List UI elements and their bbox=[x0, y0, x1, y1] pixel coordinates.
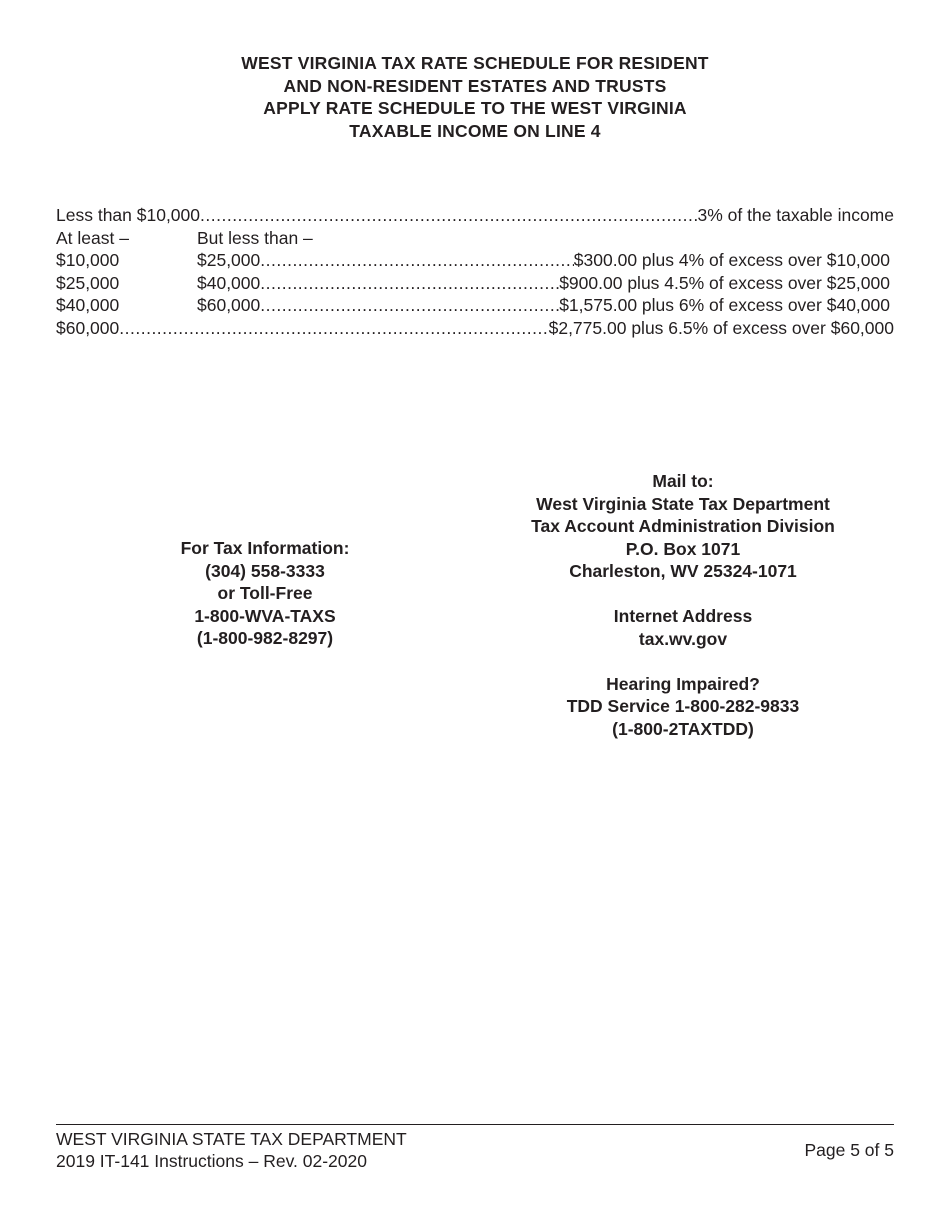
bracket-tax: $300.00 plus 4% of excess over $10,000 bbox=[573, 250, 890, 270]
bracket-but-less-than: $60,000 bbox=[197, 295, 261, 315]
bracket-label: $60,000 bbox=[56, 317, 120, 338]
title-line: WEST VIRGINIA TAX RATE SCHEDULE FOR RESIDENT bbox=[241, 53, 709, 73]
mail-city: Charleston, WV 25324-1071 bbox=[569, 561, 797, 581]
mailing-address-block bbox=[483, 470, 883, 740]
tdd-service: TDD Service 1-800-282-9833 bbox=[566, 696, 800, 716]
tax-rate-schedule bbox=[56, 204, 894, 339]
bracket-but-less-than: $25,000 bbox=[197, 250, 261, 270]
title-line: AND NON-RESIDENT ESTATES AND TRUSTS bbox=[283, 75, 667, 96]
bracket-but-less-than: $40,000 bbox=[197, 272, 261, 293]
bracket-tax: $900.00 plus 4.5% of excess over $25,000 bbox=[559, 272, 890, 293]
mail-division: Tax Account Administration Division bbox=[531, 516, 835, 536]
bracket-at-least: $25,000 bbox=[56, 272, 120, 293]
dot-leader bbox=[260, 249, 574, 272]
tax-info-or: or Toll-Free bbox=[217, 583, 313, 603]
mail-to-heading: Mail to: bbox=[652, 471, 714, 491]
internet-heading: Internet Address bbox=[613, 606, 753, 626]
dot-leader bbox=[260, 272, 559, 295]
footer-form: 2019 IT-141 Instructions – Rev. 02-2020 bbox=[56, 1151, 367, 1171]
mail-po-box: P.O. Box 1071 bbox=[625, 538, 741, 559]
tax-info-toll-free-numeric: (1-800-982-8297) bbox=[196, 628, 334, 648]
header-at-least: At least – bbox=[56, 227, 129, 248]
page-title bbox=[0, 52, 950, 142]
tax-info-phone: (304) 558-3333 bbox=[205, 560, 325, 581]
page-number: Page 5 of 5 bbox=[804, 1140, 894, 1160]
tax-information-block bbox=[155, 537, 375, 650]
schedule-row bbox=[56, 249, 894, 272]
hearing-impaired-heading: Hearing Impaired? bbox=[606, 673, 760, 694]
tdd-alternate: (1-800-2TAXTDD) bbox=[612, 718, 754, 739]
website-link[interactable]: tax.wv.gov bbox=[638, 628, 728, 649]
schedule-row bbox=[56, 272, 894, 295]
bracket-tax: $1,575.00 plus 6% of excess over $40,000 bbox=[559, 295, 890, 315]
tax-info-toll-free: 1-800-WVA-TAXS bbox=[194, 605, 336, 626]
footer-agency: WEST VIRGINIA STATE TAX DEPARTMENT bbox=[56, 1129, 407, 1149]
schedule-row-last bbox=[56, 317, 894, 340]
bracket-tax: $2,775.00 plus 6.5% of excess over $60,000 bbox=[548, 317, 894, 338]
bracket-at-least: $10,000 bbox=[56, 250, 120, 270]
bracket-label: Less than $10,000 bbox=[56, 205, 201, 225]
bracket-tax: 3% of the taxable income bbox=[697, 205, 894, 225]
dot-leader bbox=[260, 294, 559, 317]
schedule-row bbox=[56, 294, 894, 317]
dot-leader bbox=[200, 204, 697, 227]
title-line: TAXABLE INCOME ON LINE 4 bbox=[349, 120, 601, 141]
mail-department: West Virginia State Tax Department bbox=[536, 493, 830, 514]
schedule-row-first bbox=[56, 204, 894, 227]
bracket-at-least: $40,000 bbox=[56, 295, 120, 315]
tax-info-heading: For Tax Information: bbox=[180, 538, 350, 558]
header-but-less-than: But less than – bbox=[197, 227, 313, 248]
title-line: APPLY RATE SCHEDULE TO THE WEST VIRGINIA bbox=[263, 98, 687, 118]
footer-identity bbox=[56, 1128, 407, 1172]
footer-divider bbox=[56, 1124, 894, 1125]
dot-leader bbox=[119, 317, 548, 340]
spacer bbox=[483, 650, 883, 673]
schedule-column-headers bbox=[56, 227, 894, 250]
spacer bbox=[483, 583, 883, 606]
